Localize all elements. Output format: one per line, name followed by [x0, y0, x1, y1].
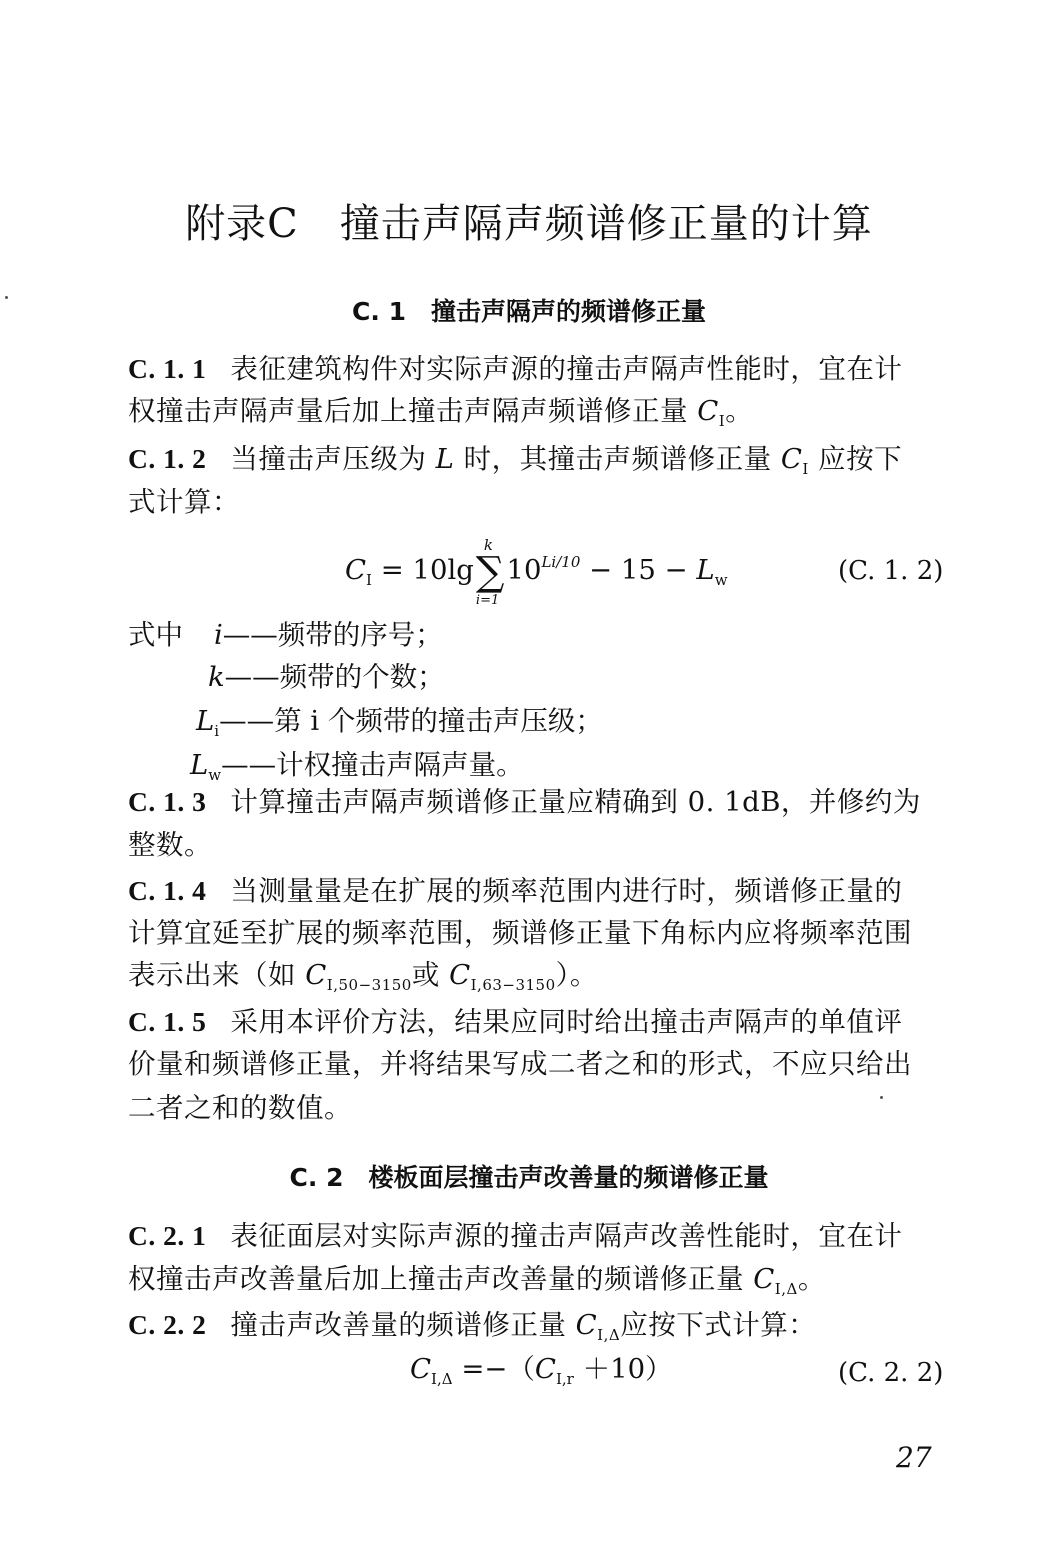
clause-c21-line1 [128, 1222, 902, 1251]
page-number: 27 [896, 1441, 932, 1474]
clause-c22-line1 [128, 1311, 816, 1343]
clause-text: 撞击声改善量的频谱修正量 [230, 1309, 576, 1341]
def-text: ——频带的序号； [222, 619, 443, 651]
clause-c15-line2: 价量和频谱修正量，并将结果写成二者之和的形式，不应只给出 [128, 1048, 912, 1080]
eq-rest: − 15 − [580, 554, 697, 586]
clause-c14-line3 [128, 959, 598, 994]
clause-text: 权撞击声隔声量后加上撞击声隔声频谱修正量 [128, 395, 698, 427]
equation-number-c12: (C. 1. 2) [838, 556, 944, 586]
subscript: I [718, 412, 726, 430]
eq-lhs: C [345, 554, 367, 586]
clause-number: C. 1. 4 [128, 875, 207, 906]
def-sub: i [214, 722, 220, 740]
clause-c14-line1 [128, 877, 902, 906]
sum-upper: k [483, 536, 493, 554]
scan-speck [5, 296, 8, 299]
clause-c12-line1 [128, 445, 902, 477]
section-heading-c2: C. 2 楼板面层撞击声改善量的频谱修正量 [289, 1163, 769, 1192]
clause-c13-line2: 整数。 [128, 829, 212, 861]
scan-speck [880, 1096, 883, 1099]
clause-c15-line1 [128, 1008, 902, 1037]
section-heading-c1: C. 1 撞击声隔声的频谱修正量 [352, 297, 706, 326]
subscript: I,Δ [597, 1326, 621, 1344]
eq-lhs-sub: I,Δ [431, 1370, 453, 1388]
where-label: 式中 [128, 619, 183, 651]
subscript: I,Δ [774, 1280, 798, 1298]
eq-rest: ＋10） [573, 1353, 673, 1385]
def-text: ——频带的个数； [224, 661, 445, 693]
clause-text: 表征面层对实际声源的撞击声隔声改善性能时，宜在计 [230, 1220, 903, 1252]
eq-mid: =−（ [452, 1353, 535, 1385]
symbol: C [575, 1309, 598, 1341]
symbol: C [753, 1263, 775, 1295]
clause-c11-line2 [128, 395, 754, 430]
symbol: C [780, 443, 803, 475]
eq-lhs: C [410, 1353, 432, 1385]
page-title: 附录C 撞击声隔声频谱修正量的计算 [185, 201, 873, 247]
definition-item [196, 698, 603, 740]
subscript: I [802, 460, 809, 478]
clause-text: 当撞击声压级为 [230, 443, 436, 475]
symbol: C [697, 395, 719, 427]
subscript: I,50−3150 [326, 976, 412, 994]
clause-number: C. 1. 3 [128, 786, 207, 817]
clause-number: C. 1. 5 [128, 1006, 207, 1037]
definition-item [214, 612, 443, 652]
def-sub: w [208, 766, 222, 784]
clause-c13-line1 [128, 788, 921, 817]
clause-number: C. 2. 1 [128, 1220, 207, 1251]
clause-end: 。 [725, 395, 754, 427]
eq-c-sub: I,r [555, 1370, 574, 1388]
summation [475, 536, 505, 608]
clause-text: 应按下式计算： [620, 1309, 817, 1341]
clause-number: C. 2. 2 [128, 1309, 207, 1340]
def-symbol: L [196, 705, 215, 737]
clause-number: C. 1. 2 [128, 443, 207, 474]
equation-c22 [410, 1353, 673, 1388]
clause-number: C. 1. 1 [128, 353, 207, 384]
sum-lower: i=1 [475, 593, 500, 608]
eq-base: 10 [506, 554, 542, 586]
eq-lhs-sub: I [366, 571, 372, 589]
equation-c12 [345, 536, 728, 608]
clause-text: ）。 [555, 959, 598, 991]
clause-text: 应按下 [808, 443, 903, 475]
eq-lw-sub: w [714, 571, 728, 589]
clause-text: 表征建筑构件对实际声源的撞击声隔声性能时，宜在计 [230, 353, 903, 385]
eq-exponent: Li/10 [541, 553, 581, 571]
eq-equals: = 10lg [371, 554, 474, 586]
def-symbol: L [190, 749, 209, 781]
sigma: ∑ [475, 549, 505, 595]
clause-text: 表示出来（如 [128, 959, 306, 991]
clause-c21-line2 [128, 1263, 826, 1298]
def-text: ——计权撞击声隔声量。 [221, 749, 524, 781]
def-symbol: i [214, 619, 223, 651]
clause-c14-line2: 计算宜延至扩展的频率范围，频谱修正量下角标内应将频率范围 [128, 917, 912, 949]
clause-c11-line1 [128, 355, 902, 384]
symbol: C [305, 959, 327, 991]
definition-item [190, 742, 524, 784]
clause-c15-line3: 二者之和的数值。 [128, 1092, 352, 1124]
symbol: L [435, 443, 455, 475]
definition-item [208, 654, 445, 694]
clause-text: 计算撞击声隔声频谱修正量应精确到 0. 1dB，并修约为 [230, 786, 921, 818]
clause-c12-line2: 式计算： [128, 486, 240, 518]
clause-text: 或 [411, 959, 450, 991]
clause-end: 。 [797, 1263, 826, 1295]
clause-text: 时，其撞击声频谱修正量 [454, 443, 781, 475]
clause-text: 权撞击声改善量后加上撞击声改善量的频谱修正量 [128, 1263, 754, 1295]
def-symbol: k [208, 661, 225, 693]
eq-lw: L [696, 554, 715, 586]
def-text: ——第 i 个频带的撞击声压级； [219, 705, 603, 737]
clause-text: 当测量量是在扩展的频率范围内进行时，频谱修正量的 [230, 875, 903, 907]
subscript: I,63−3150 [470, 976, 556, 994]
equation-number-c22: (C. 2. 2) [838, 1358, 944, 1388]
eq-c: C [534, 1353, 556, 1385]
symbol: C [449, 959, 471, 991]
clause-text: 采用本评价方法，结果应同时给出撞击声隔声的单值评 [230, 1006, 903, 1038]
